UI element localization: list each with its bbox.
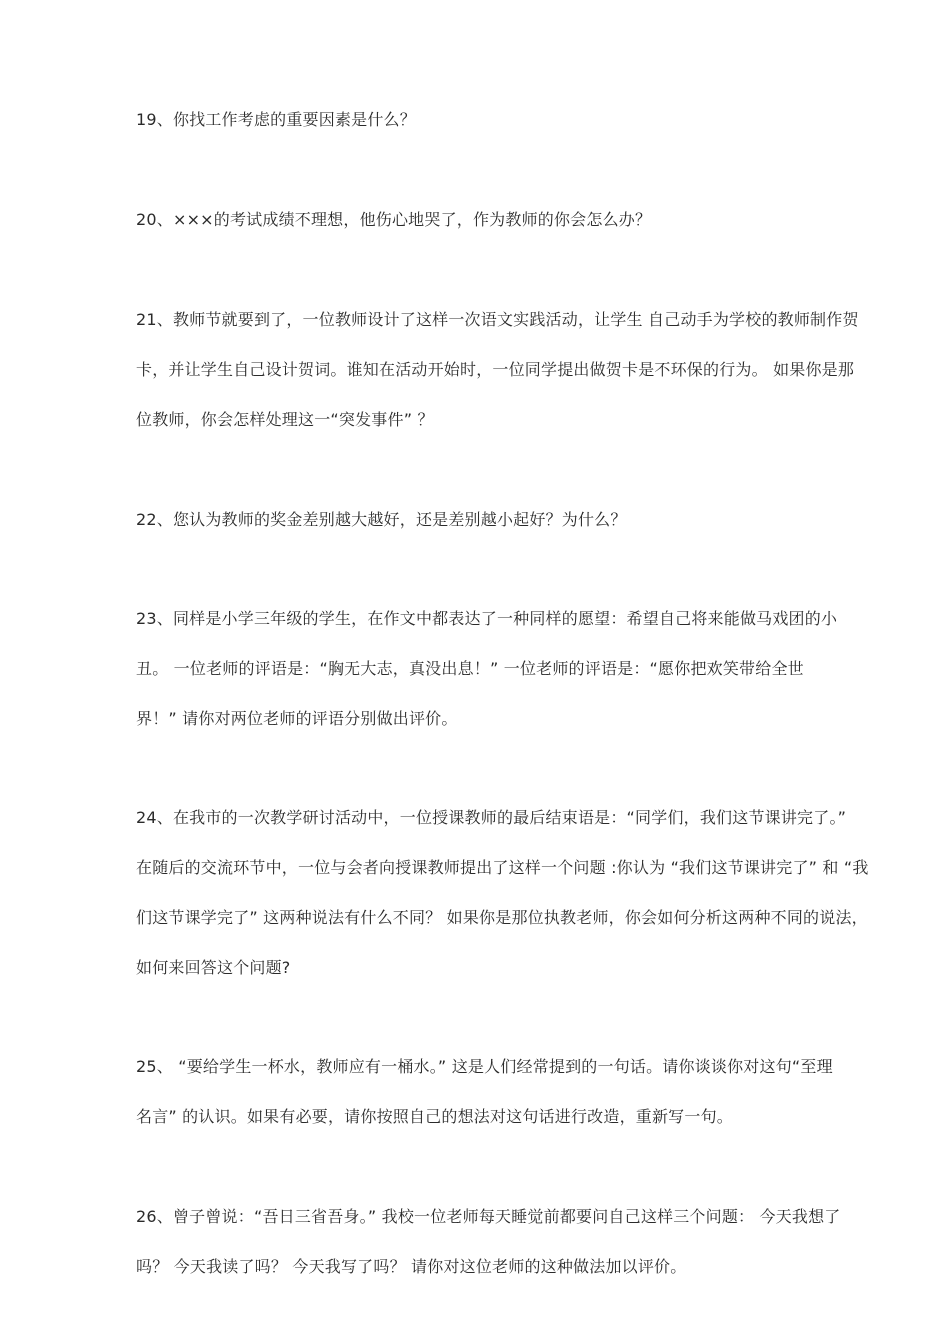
question-23-line-3: 界！” 请你对两位老师的评语分别做出评价。 [136,709,458,728]
question-24-line-1: 24、在我市的一次教学研讨活动中，一位授课教师的最后结束语是：“同学们，我们这节课讲完了。” [136,808,847,827]
question-21-line-3: 位教师，你会怎样处理这一“突发事件” ？ [136,410,434,429]
question-19-line-1: 19、你找工作考虑的重要因素是什么？ [136,110,416,129]
question-21-line-2: 卡，并让学生自己设计贺词。谁知在活动开始时，一位同学提出做贺卡是不环保的行为。 如果你是那 [136,360,855,379]
question-25-line-1: 25、 “要给学生一杯水，教师应有一桶水。” 这是人们经常提到的一句话。请你谈谈你对这句“至理 [136,1057,833,1076]
question-24-line-3: 们这节课学完了” 这两种说法有什么不同？ 如果你是那位执教老师，你会如何分析这两种不同的说法， [136,908,868,927]
question-26-line-1: 26、曾子曾说：“吾日三省吾身。” 我校一位老师每天睡觉前都要问自己这样三个问题： 今天我想了 [136,1207,841,1226]
question-26-line-2: 吗？ 今天我读了吗？ 今天我写了吗？ 请你对这位老师的这种做法加以评价。 [136,1257,687,1276]
question-24-line-4: 如何来回答这个问题? [136,958,291,977]
question-22-line-1: 22、您认为教师的奖金差别越大越好，还是差别越小起好？为什么？ [136,510,627,529]
question-25-line-2: 名言” 的认识。如果有必要，请你按照自己的想法对这句话进行改造，重新写一句。 [136,1107,733,1126]
question-24-line-2: 在随后的交流环节中，一位与会者向授课教师提出了这样一个问题 :你认为 “我们这节课讲完了” 和 “我 [136,858,869,877]
question-23-line-2: 丑。 一位老师的评语是：“胸无大志，真没出息！” 一位老师的评语是：“愿你把欢笑带给全世 [136,659,804,678]
question-21-line-1: 21、教师节就要到了，一位教师设计了这样一次语文实践活动，让学生 自己动手为学校的教师制作贺 [136,310,859,329]
question-20-line-1: 20、×××的考试成绩不理想，他伤心地哭了，作为教师的你会怎么办？ [136,210,652,229]
question-23-line-1: 23、同样是小学三年级的学生，在作文中都表达了一种同样的愿望：希望自己将来能做马戏团的小 [136,609,838,628]
